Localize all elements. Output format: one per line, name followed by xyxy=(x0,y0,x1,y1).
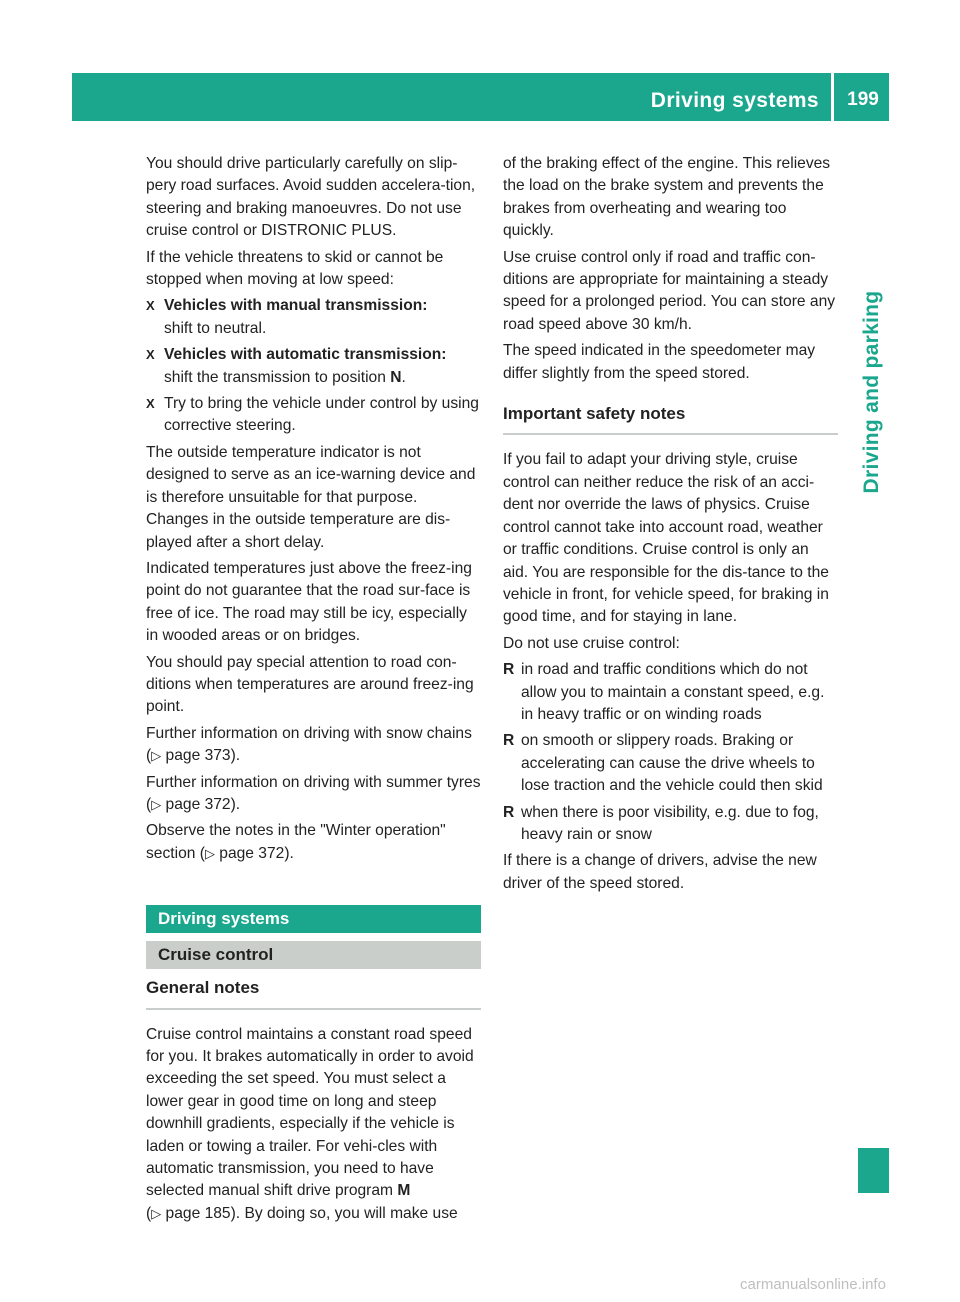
section-title: Driving systems xyxy=(146,905,481,933)
watermark: carmanualsonline.info xyxy=(740,1276,886,1293)
paragraph-end: ). xyxy=(230,795,241,813)
drive-program: M xyxy=(397,1182,411,1200)
left-column xyxy=(146,153,481,1229)
paragraph-end: ). xyxy=(284,844,294,862)
page-header xyxy=(72,73,889,121)
paragraph-end: ). xyxy=(230,747,241,765)
paragraph-text: Further information on driving with snow chains ( xyxy=(146,724,472,765)
paragraph xyxy=(146,820,481,865)
step-arrow-icon: X xyxy=(146,298,155,314)
instruction-step xyxy=(146,295,481,340)
page-ref-arrow-icon: ▷ xyxy=(204,845,215,861)
paragraph xyxy=(146,1024,481,1226)
page-reference[interactable]: page 185 xyxy=(165,1204,231,1222)
paragraph: of the braking effect of the engine. This relieves the load on the brake system and prevents the brakes from overheating and wearing too quickly. xyxy=(503,155,831,240)
header-divider xyxy=(831,73,834,121)
paragraph: You should drive particularly carefully on slip-pery road surfaces. Avoid sudden accelera-tion, steering and braking manoeuvres. Do not use cruise control or DISTRONIC PLUS. xyxy=(146,155,476,240)
step-arrow-icon: X xyxy=(146,396,155,412)
page-reference[interactable]: page 373 xyxy=(165,747,231,765)
paragraph: If the vehicle threatens to skid or cannot be stopped when moving at low speed: xyxy=(146,248,444,289)
list-item-text: on smooth or slippery roads. Braking or accelerating can cause the drive wheels to lose traction and the vehicle could then skid xyxy=(521,732,823,795)
instruction-step xyxy=(146,344,481,389)
list-item-text: when there is poor visibility, e.g. due to fog, heavy rain or snow xyxy=(521,803,819,843)
gear-position: N xyxy=(390,368,402,386)
right-column xyxy=(503,153,838,899)
paragraph xyxy=(146,723,481,768)
paragraph: Indicated temperatures just above the freez-ing point do not guarantee that the road sur-face is free of ice. The road may still be icy, especially in wooded areas or on bridges. xyxy=(146,559,472,645)
step-text: Try to bring the vehicle under control by using corrective steering. xyxy=(164,395,479,435)
list-item xyxy=(503,730,838,797)
step-end: . xyxy=(401,368,406,386)
bullet-icon: R xyxy=(503,732,515,750)
paragraph: If there is a change of drivers, advise the new driver of the speed stored. xyxy=(503,852,817,892)
step-arrow-icon: X xyxy=(146,347,155,363)
side-tab-marker xyxy=(858,1148,889,1193)
paragraph-end: ). By doing so, you will make use xyxy=(230,1204,458,1222)
list-item xyxy=(503,659,838,726)
paragraph-text: Cruise control maintains a constant road speed for you. It brakes automatically in order to avoid exceeding the set speed. You must select a lower gear in good time on long and steep downhill gradients, especially if the vehicle is laden or towing a trailer. For vehi-cles with automatic transmission, you need to have selected manual shift drive program xyxy=(146,1025,474,1200)
heading-general-notes: General notes xyxy=(146,977,481,1009)
step-text: shift to neutral. xyxy=(164,319,267,337)
page-reference[interactable]: page 372 xyxy=(219,844,285,862)
side-tab-label: Driving and parking xyxy=(860,290,883,494)
page-number: 199 xyxy=(847,89,879,110)
subsection-title: Cruise control xyxy=(146,941,481,969)
bullet-icon: R xyxy=(503,661,515,679)
paragraph: The outside temperature indicator is not designed to serve as an ice-warning device and is therefore unsuitable for that purpose. Changes in the outside temperature are dis-played after a short delay. xyxy=(146,443,476,551)
paragraph: Use cruise control only if road and traffic con-ditions are appropriate for maintaining a steady speed for a prolonged period. You can store any road speed above 30 km/h. xyxy=(503,248,836,333)
bullet-icon: R xyxy=(503,803,515,821)
paragraph: You should pay special attention to road con-ditions when temperatures are around freez-ing point. xyxy=(146,653,474,716)
list-item-text: in road and traffic conditions which do not allow you to maintain a constant speed, e.g. in heavy traffic or on winding roads xyxy=(521,661,825,723)
paragraph xyxy=(146,772,481,817)
page-ref-arrow-icon: ▷ xyxy=(151,1205,162,1221)
paragraph-text: Further information on driving with summer tyres ( xyxy=(146,773,481,813)
paragraph: Do not use cruise control: xyxy=(503,634,680,652)
step-text: shift the transmission to position xyxy=(164,368,386,386)
paragraph-text: Observe the notes in the "Winter operation" section ( xyxy=(146,822,446,862)
paragraph: If you fail to adapt your driving style, cruise control can neither reduce the risk of an acci-dent nor override the laws of physics. Cruise control cannot take into account road, weather or traffic conditions. Cruise control is only an aid. You are responsible for the dis-tance to the vehicle in front, for vehicle speed, for braking in good time, and for staying in lane. xyxy=(503,451,829,626)
paren-open: ( xyxy=(146,1204,152,1222)
list-item xyxy=(503,802,838,847)
heading-important-safety-notes: Important safety notes xyxy=(503,403,838,435)
instruction-step xyxy=(146,393,481,438)
page-ref-arrow-icon: ▷ xyxy=(151,748,162,764)
step-label: Vehicles with manual transmission: xyxy=(164,297,428,315)
header-title: Driving systems xyxy=(650,89,819,112)
step-label: Vehicles with automatic transmission: xyxy=(164,346,447,364)
page-reference[interactable]: page 372 xyxy=(165,795,231,813)
paragraph: The speed indicated in the speedometer may differ slightly from the speed stored. xyxy=(503,342,816,382)
page-ref-arrow-icon: ▷ xyxy=(151,796,162,812)
